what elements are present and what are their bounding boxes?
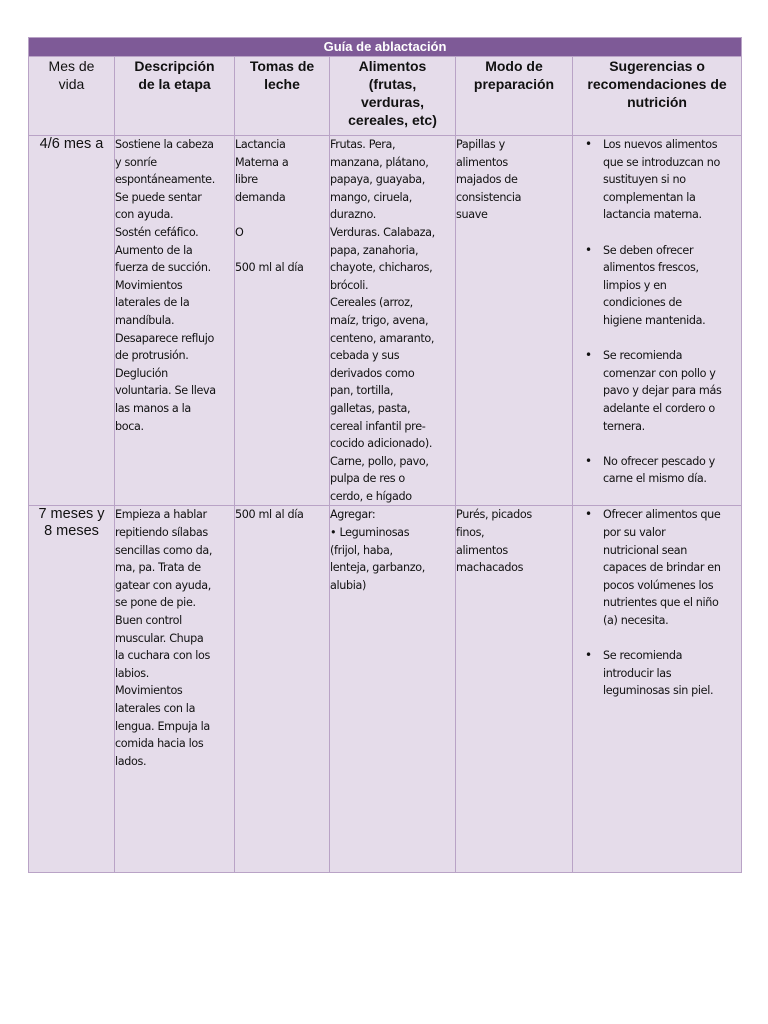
milk-line <box>235 242 329 260</box>
description-line: la cuchara con los <box>115 649 210 663</box>
description-line: muscular. Chupa <box>115 631 204 645</box>
description-line: Sostiene la cabeza <box>115 138 214 151</box>
description-cell <box>115 506 235 873</box>
description-line: Se puede sentar <box>115 190 202 204</box>
preparation-line: finos, <box>456 526 485 540</box>
suggestion-line: higiene mantenida. <box>603 313 706 327</box>
description-line: boca. <box>115 419 144 433</box>
description-line: lengua. Empuja la <box>115 719 210 733</box>
suggestion-line: • Los nuevos alimentos <box>603 138 718 151</box>
description-line: sencillas como da, <box>115 543 213 557</box>
foods-line: galletas, pasta, <box>330 401 411 415</box>
milk-line: demanda <box>235 190 286 204</box>
foods-line: • Leguminosas <box>330 526 410 540</box>
table-title-row <box>29 38 742 57</box>
foods-line: cerdo, e hígado <box>330 489 412 503</box>
description-line: espontáneamente. <box>115 173 215 187</box>
foods-cell <box>330 136 456 506</box>
foods-line: Agregar: <box>330 508 376 522</box>
preparation-line: alimentos <box>456 155 508 169</box>
foods-line: Verduras. Calabaza, <box>330 225 435 239</box>
suggestion-item <box>573 453 741 488</box>
suggestions-cell <box>573 136 742 506</box>
suggestion-line: nutricional sean <box>603 543 688 557</box>
month-header: Mes de vida <box>29 57 115 136</box>
description-line: Sostén cefáfico. <box>115 225 199 239</box>
foods-line: derivados como <box>330 366 415 380</box>
description-header: Descripción de la etapa <box>115 57 235 136</box>
preparation-cell <box>456 136 573 506</box>
suggestion-line: pocos volúmenes los <box>603 578 714 592</box>
milk-header: Tomas de leche <box>235 57 330 136</box>
suggestion-item <box>573 242 741 330</box>
table-row <box>29 136 742 506</box>
suggestion-line: introducir las <box>603 666 672 680</box>
description-line: Movimientos <box>115 278 183 292</box>
suggestion-line: adelante el cordero o <box>603 401 715 415</box>
suggestion-line: (a) necesita. <box>603 614 669 628</box>
suggestions-cell <box>573 506 742 873</box>
foods-line: papa, zanahoria, <box>330 243 419 257</box>
suggestion-line: limpios y en <box>603 278 667 292</box>
suggestion-line: que se introduzcan no <box>603 155 720 169</box>
suggestion-line: lactancia materna. <box>603 208 702 222</box>
suggestion-line: • Se recomienda <box>603 349 683 363</box>
foods-line: pulpa de res o <box>330 472 405 486</box>
suggestions-list <box>573 136 741 488</box>
suggestion-line: ternera. <box>603 419 645 433</box>
foods-line: durazno. <box>330 208 377 222</box>
suggestions-list <box>573 506 741 700</box>
description-line: las manos a la <box>115 401 191 415</box>
suggestion-line: • No ofrecer pescado y <box>603 454 715 468</box>
foods-line: centeno, amaranto, <box>330 331 435 345</box>
suggestion-item <box>573 347 741 435</box>
ablactation-guide-table <box>28 37 742 873</box>
preparation-line: Papillas y <box>456 138 505 151</box>
suggestion-line: • Se deben ofrecer <box>603 243 694 257</box>
milk-line: Lactancia <box>235 138 286 151</box>
suggestion-item <box>573 136 741 224</box>
description-line: fuerza de succión. <box>115 261 211 275</box>
foods-line: pan, tortilla, <box>330 384 394 398</box>
foods-line: cocido adicionado). <box>330 437 433 451</box>
foods-line: chayote, chicharos, <box>330 261 433 275</box>
suggestion-line: complementan la <box>603 190 696 204</box>
preparation-header: Modo de preparación <box>456 57 573 136</box>
milk-line <box>235 206 329 224</box>
suggestion-line: condiciones de <box>603 296 682 310</box>
suggestion-line: leguminosas sin piel. <box>603 684 714 698</box>
foods-line: Cereales (arroz, <box>330 296 413 310</box>
preparation-line: machacados <box>456 561 524 575</box>
description-line: labios. <box>115 666 149 680</box>
month-cell: 4/6 mes a <box>29 136 115 506</box>
suggestion-line: • Ofrecer alimentos que <box>603 508 721 522</box>
foods-line: cebada y sus <box>330 349 400 363</box>
suggestion-line: por su valor <box>603 526 666 540</box>
month-cell: 7 meses y 8 meses <box>29 506 115 873</box>
description-line: gatear con ayuda, <box>115 578 212 592</box>
suggestion-line: capaces de brindar en <box>603 561 721 575</box>
milk-line: O <box>235 225 244 239</box>
foods-line: papaya, guayaba, <box>330 173 425 187</box>
suggestion-line: alimentos frescos, <box>603 261 699 275</box>
preparation-line: Purés, picados <box>456 508 532 522</box>
foods-line: lenteja, garbanzo, <box>330 561 426 575</box>
suggestion-line: sustituyen si no <box>603 173 686 187</box>
milk-line: Materna a <box>235 155 289 169</box>
foods-line: cereal infantil pre- <box>330 419 426 433</box>
table-row <box>29 506 742 873</box>
description-line: mandíbula. <box>115 313 175 327</box>
description-line: Movimientos <box>115 684 183 698</box>
description-line: laterales de la <box>115 296 190 310</box>
suggestions-header: Sugerencias o recomendaciones de nutrición <box>573 57 742 136</box>
suggestion-item <box>573 506 741 629</box>
foods-line: Carne, pollo, pavo, <box>330 454 429 468</box>
description-line: voluntaria. Se lleva <box>115 384 216 398</box>
preparation-line: alimentos <box>456 543 508 557</box>
description-line: lados. <box>115 754 147 768</box>
preparation-cell <box>456 506 573 873</box>
description-line: Deglución <box>115 366 168 380</box>
description-line: Buen control <box>115 614 182 628</box>
description-line: se pone de pie. <box>115 596 196 610</box>
milk-line: 500 ml al día <box>235 508 304 522</box>
description-line: repitiendo sílabas <box>115 526 208 540</box>
preparation-line: majados de <box>456 173 518 187</box>
foods-line: (frijol, haba, <box>330 543 393 557</box>
preparation-line: consistencia <box>456 190 522 204</box>
description-line: Empieza a hablar <box>115 508 207 522</box>
foods-line: mango, ciruela, <box>330 190 413 204</box>
description-line: Aumento de la <box>115 243 193 257</box>
description-line: Desaparece reflujo <box>115 331 214 345</box>
foods-line: Frutas. Pera, <box>330 138 396 151</box>
foods-header: Alimentos (frutas, verduras, cereales, etc) <box>330 57 456 136</box>
foods-line: manzana, plátano, <box>330 155 429 169</box>
suggestion-line: carne el mismo día. <box>603 472 707 486</box>
suggestion-line: comenzar con pollo y <box>603 366 716 380</box>
table-title: Guía de ablactación <box>29 38 742 57</box>
description-cell <box>115 136 235 506</box>
description-line: de protrusión. <box>115 349 189 363</box>
description-line: laterales con la <box>115 702 196 715</box>
milk-cell <box>235 136 330 506</box>
preparation-line: suave <box>456 208 488 222</box>
suggestion-line: pavo y dejar para más <box>603 384 722 398</box>
suggestion-line: nutrientes que el niño <box>603 596 719 610</box>
milk-line: 500 ml al día <box>235 261 304 275</box>
suggestion-item <box>573 647 741 700</box>
header-row <box>29 57 742 136</box>
description-line: y sonríe <box>115 155 157 169</box>
description-line: ma, pa. Trata de <box>115 561 201 575</box>
description-line: con ayuda. <box>115 208 174 222</box>
suggestion-line: • Se recomienda <box>603 649 683 663</box>
foods-line: alubia) <box>330 578 367 592</box>
foods-cell <box>330 506 456 873</box>
foods-line: maíz, trigo, avena, <box>330 313 429 327</box>
milk-cell <box>235 506 330 873</box>
milk-line: libre <box>235 173 258 187</box>
description-line: comida hacia los <box>115 737 204 751</box>
foods-line: brócoli. <box>330 278 369 292</box>
